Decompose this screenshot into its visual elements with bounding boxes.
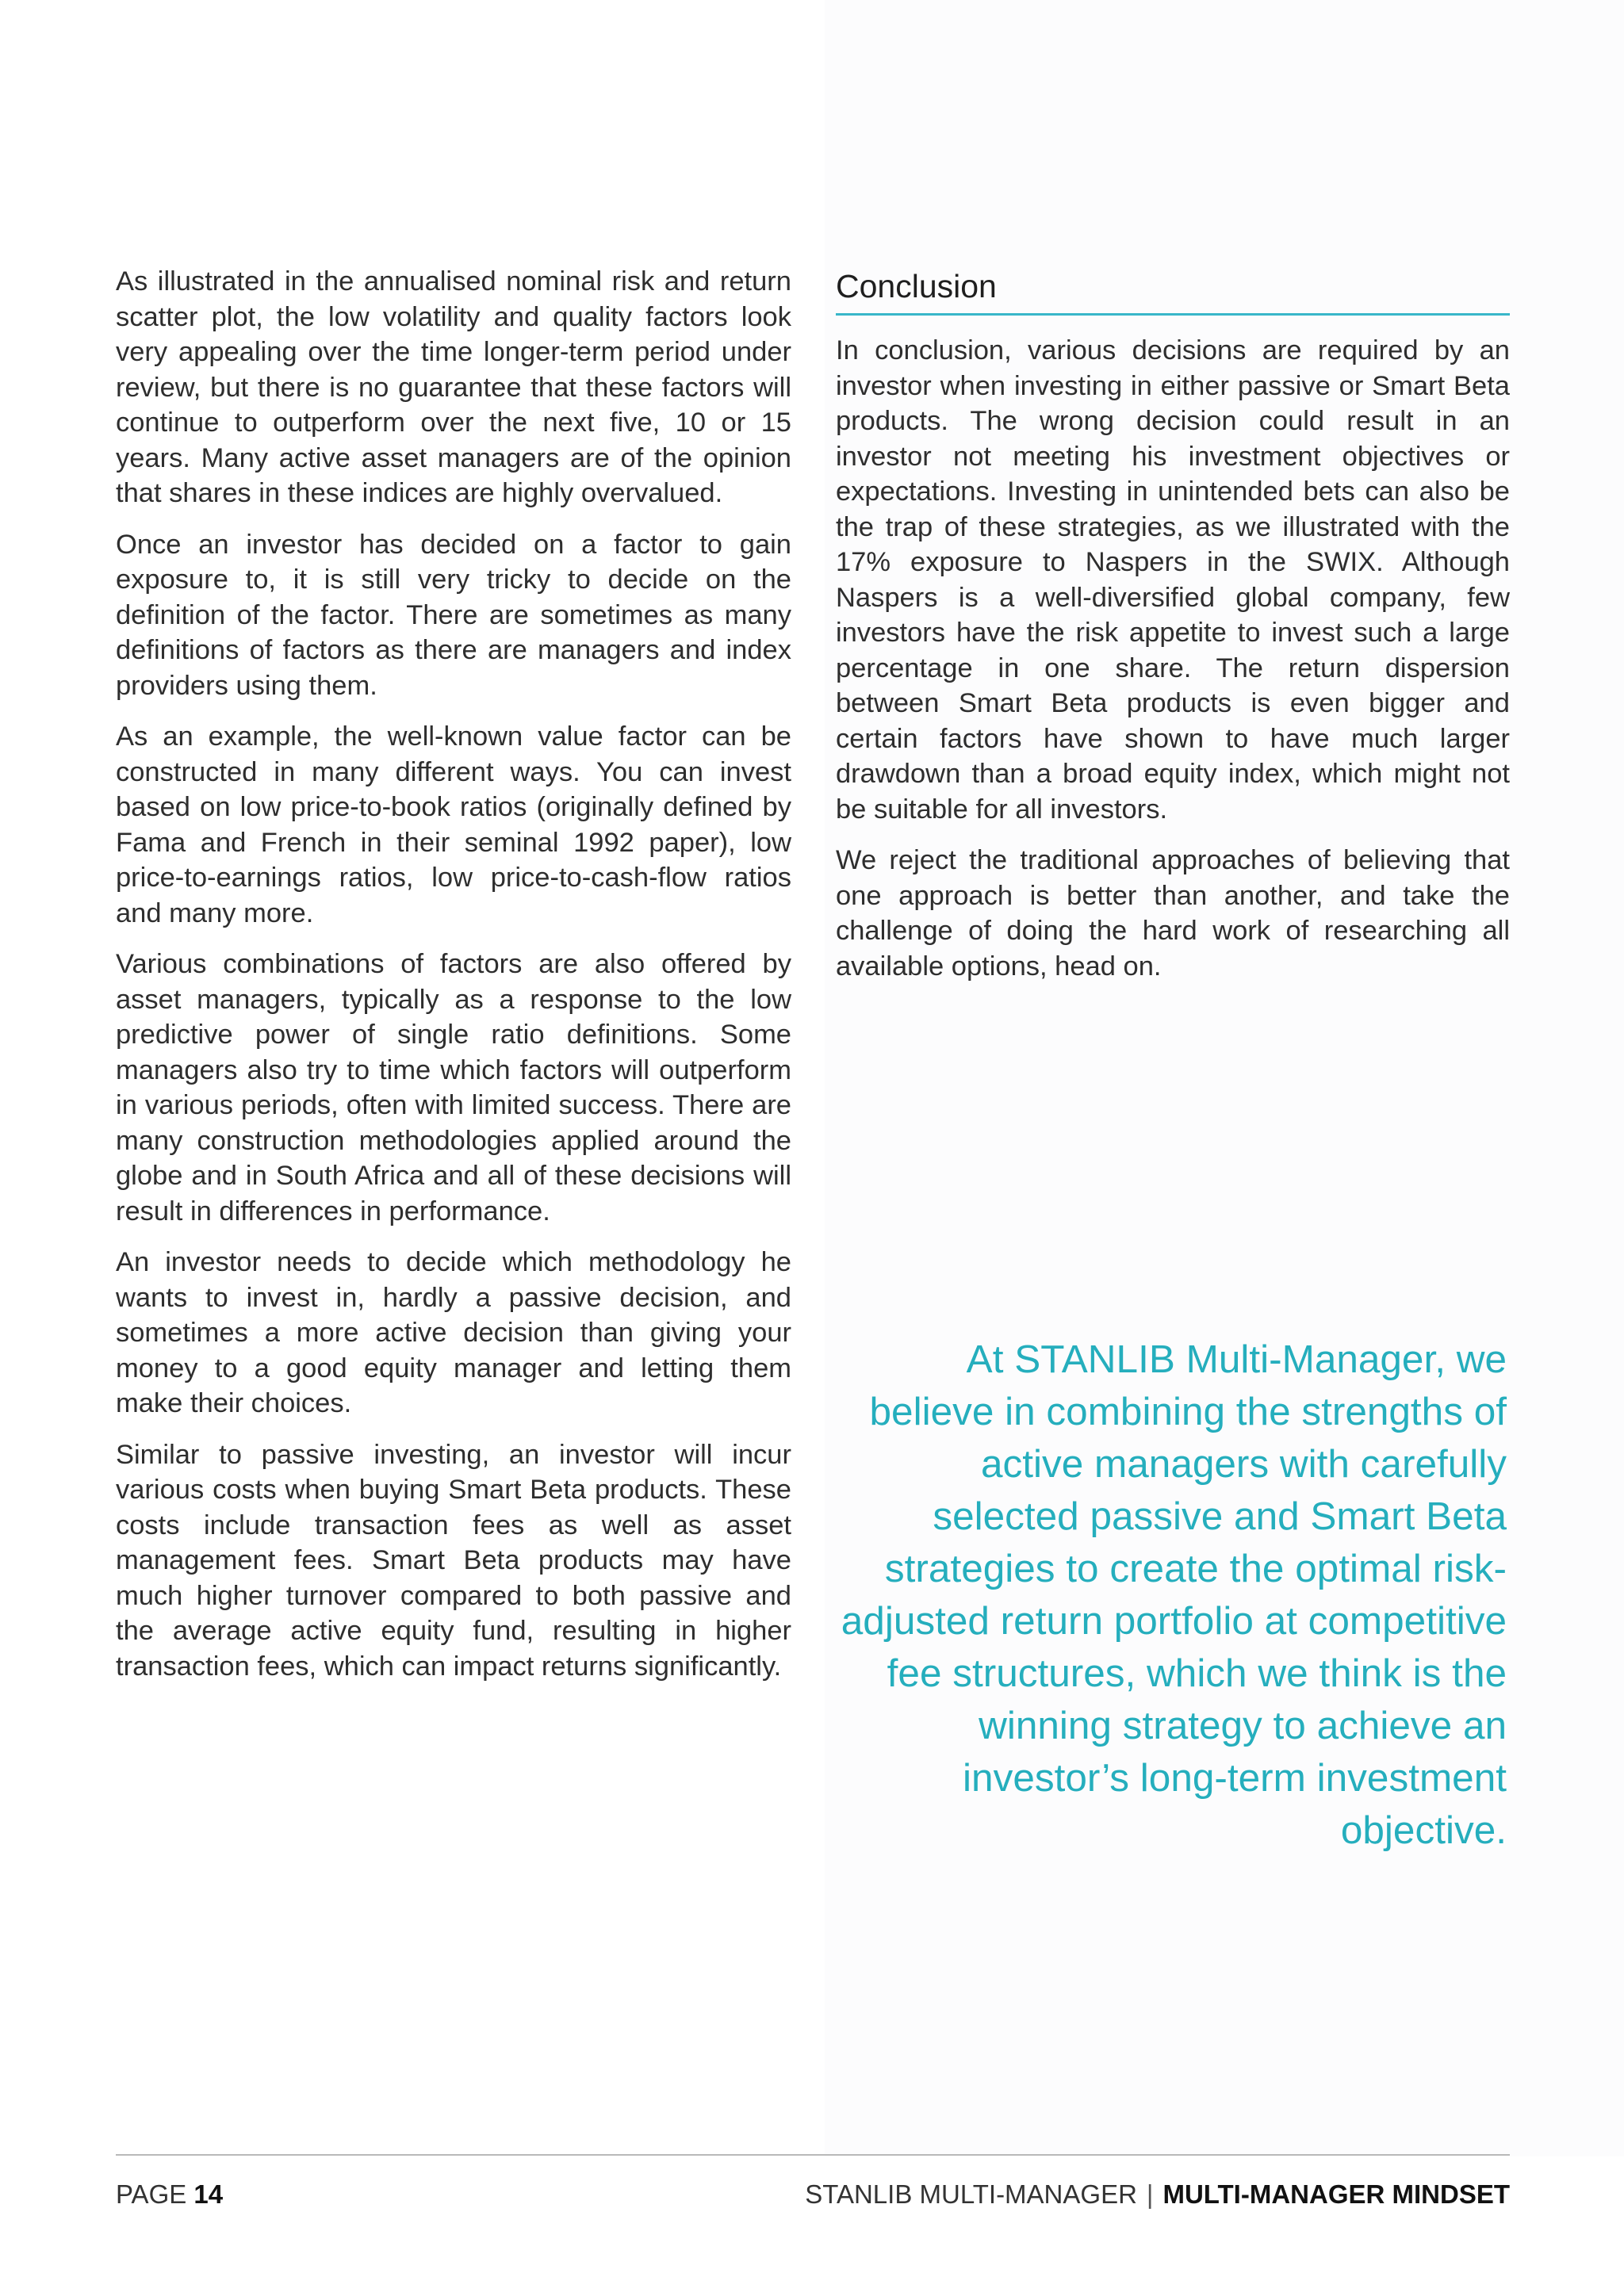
- body-paragraph: As an example, the well-known value factor can be constructed in many different ways. You can invest based on low price-to-book ratios (originally defined by Fama and French in their seminal 1992 paper), low price-to-earnings ratios, low price-to-cash-flow ratios and many more.: [116, 721, 791, 928]
- body-paragraph: An investor needs to decide which methodology he wants to invest in, hardly a passive decision, and sometimes a more active decision than giving your money to a good equity manager and letting them make their choices.: [116, 1247, 791, 1418]
- right-column: [836, 264, 1510, 1000]
- section-heading: Conclusion: [836, 268, 997, 304]
- page-label: PAGE: [116, 2179, 194, 2209]
- footer-divider: [116, 2154, 1510, 2156]
- body-paragraph: Various combinations of factors are also offered by asset managers, typically as a response to the low predictive power of single ratio definitions. Some managers also try to time which factors will outperform in various periods, often with limited success. There are many construction methodologies applied around the globe and in South Africa and all of these decisions will result in differences in performance.: [116, 949, 791, 1226]
- footer-separator: |: [1146, 2179, 1154, 2209]
- body-paragraph: Once an investor has decided on a factor to gain exposure to, it is still very tricky to decide on the definition of the factor. There are sometimes as many definitions of factors as there are managers and index providers using them.: [116, 529, 791, 701]
- publication-name: MULTI-MANAGER MINDSET: [1162, 2179, 1510, 2209]
- body-paragraph: In conclusion, various decisions are required by an investor when investing in either passive or Smart Beta products. The wrong decision could result in an investor not meeting his investment objectives or expectations. Investing in unintended bets can also be the trap of these strategies, as we illustrated with the 17% exposure to Naspers in the SWIX. Although Naspers is a well-diversified global company, few investors have the risk appetite to invest such a large percentage in one share. The return dispersion between Smart Beta products is even bigger and certain factors have shown to have much larger drawdown than a broad equity index, which might not be suitable for all investors.: [836, 335, 1510, 825]
- body-paragraph: As illustrated in the annualised nominal risk and return scatter plot, the low volatility and quality factors look very appealing over the time longer-term period under review, but there is no guarantee that these factors will continue to outperform over the next five, 10 or 15 years. Many active asset managers are of the opinion that shares in these indices are highly overvalued.: [116, 266, 791, 508]
- footer-title: [805, 2178, 1510, 2211]
- publisher-name: STANLIB MULTI-MANAGER: [805, 2179, 1137, 2209]
- pull-quote: At STANLIB Multi-Manager, we believe in combining the strengths of active managers with carefully selected passive and Smart Beta strategies to create the optimal risk-adjusted return portfolio at competitive fee structures, which we think is the winning strategy to achieve an investor’s long-term investment objective.: [841, 1337, 1507, 1852]
- body-paragraph: Similar to passive investing, an investor will incur various costs when buying Smart Beta products. These costs include transaction fees as well as asset management fees. Smart Beta products may have much higher turnover compared to both passive and the average active equity fund, resulting in higher transaction fees, which can impact returns significantly.: [116, 1439, 791, 1682]
- page-number-value: 14: [193, 2179, 224, 2209]
- page-number: [116, 2178, 223, 2211]
- body-paragraph: We reject the traditional approaches of believing that one approach is better than another, and take the challenge of doing the hard work of researching all available options, head on.: [836, 845, 1510, 982]
- left-column: [116, 264, 791, 1700]
- heading-rule: [836, 313, 1510, 316]
